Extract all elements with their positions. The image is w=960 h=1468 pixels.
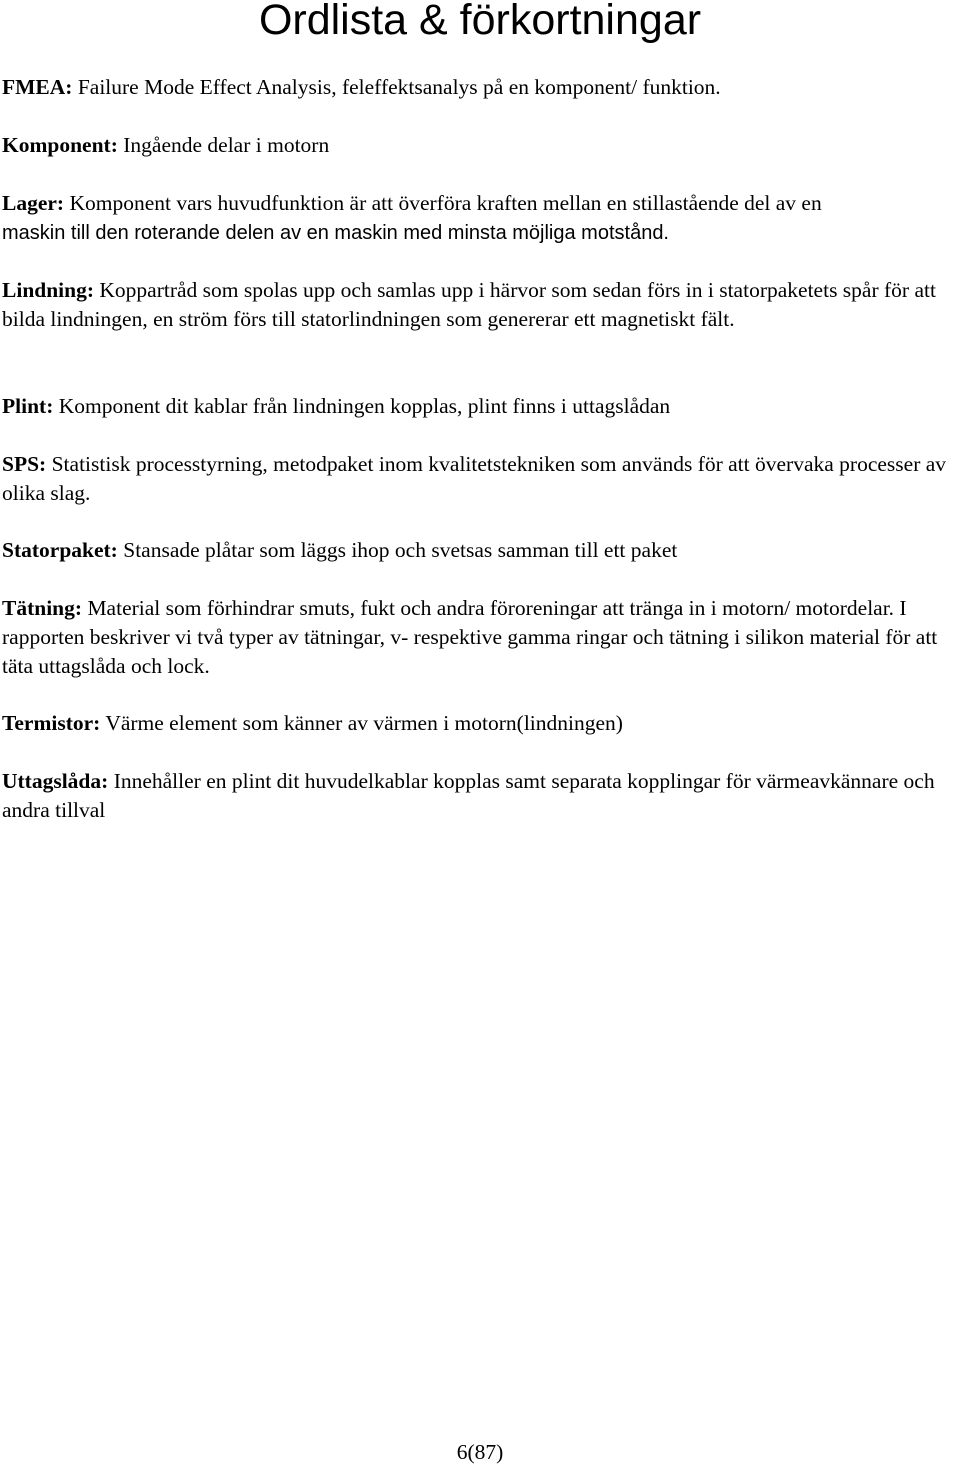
glossary-entry-fmea <box>2 73 958 102</box>
glossary-term: Plint: <box>2 394 54 418</box>
glossary-entry-uttagslada <box>2 767 958 825</box>
glossary-entry-termistor <box>2 709 958 738</box>
page-number: 6(87) <box>456 1440 504 1464</box>
glossary-entry-tatning <box>2 594 958 681</box>
glossary-definition: Komponent vars huvudfunktion är att överföra kraften mellan en stillastående del av en <box>64 191 822 215</box>
glossary-entry-sps <box>2 450 958 508</box>
glossary-term: Lindning: <box>2 278 95 302</box>
glossary-term: SPS: <box>2 452 47 476</box>
glossary-definition-continued: maskin till den roterande delen av en maskin med minsta möjliga motstånd. <box>2 222 669 244</box>
glossary-definition: Komponent dit kablar från lindningen kopplas, plint finns i uttagslådan <box>53 394 671 418</box>
glossary-term: Komponent: <box>2 133 118 157</box>
page-title: Ordlista & förkortningar <box>258 0 702 44</box>
glossary-definition: Stansade plåtar som läggs ihop och svetsas samman till ett paket <box>117 538 678 562</box>
glossary-definition: Failure Mode Effect Analysis, feleffektsanalys på en komponent/ funktion. <box>72 75 721 99</box>
glossary-term: FMEA: <box>2 75 73 99</box>
glossary-entry-lager <box>2 189 958 248</box>
glossary-definition: Koppartråd som spolas upp och samlas upp i härvor som sedan förs in i statorpaketets spår för att bilda lindningen, en ström förs till statorlindningen som genererar ett magnetiskt fält. <box>2 278 936 331</box>
glossary-term: Termistor: <box>2 711 101 735</box>
glossary-definition: Ingående delar i motorn <box>117 133 330 157</box>
glossary-definition: Värme element som känner av värmen i motorn(lindningen) <box>100 711 623 735</box>
glossary-definition: Innehåller en plint dit huvudelkablar kopplas samt separata kopplingar för värmeavkännare och andra tillval <box>2 769 935 822</box>
glossary-term: Lager: <box>2 191 65 215</box>
glossary-definition: Statistisk processtyrning, metodpaket inom kvalitetstekniken som används för att övervaka processer av olika slag. <box>2 452 947 505</box>
glossary-entry-statorpaket <box>2 536 958 565</box>
glossary-entry-lindning <box>2 276 958 334</box>
glossary-term: Uttagslåda: <box>2 769 109 793</box>
glossary-entry-plint <box>2 392 958 421</box>
glossary-term: Tätning: <box>2 596 83 620</box>
glossary-term: Statorpaket: <box>2 538 118 562</box>
glossary-entry-komponent <box>2 131 958 160</box>
glossary-definition: Material som förhindrar smuts, fukt och andra föroreningar att tränga in i motorn/ motordelar. I rapporten beskriver vi två typer av tätningar, v- respektive gamma ringar och tätning i silikon material för att täta uttagslåda och lock. <box>2 596 938 678</box>
